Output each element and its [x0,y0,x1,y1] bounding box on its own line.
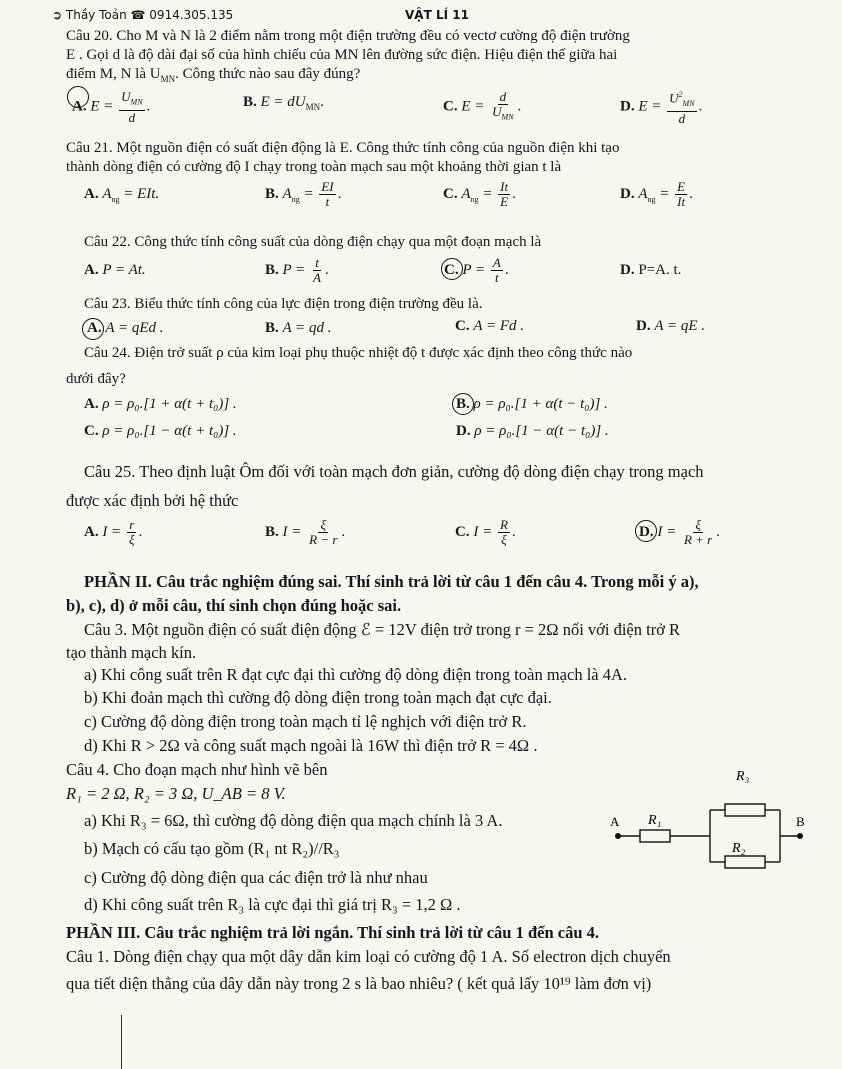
q22-option-a: A. P = At. [84,262,146,278]
q25-option-c: C. I = $\frac{R}{\xi}$ . [455,517,516,547]
q22-line1: Câu 22. Công thức tính công suất của dòng điện chạy qua một đoạn mạch là [84,234,542,250]
part3-q1-line2: qua tiết diện thẳng của dây dẫn này trong 2 s là bao nhiêu? ( kết quả lấy 10¹⁹ làm đơn vị) [66,974,652,993]
q25-line1: Câu 25. Theo định luật Ôm đối với toàn mạch đơn giản, cường độ dòng điện chạy trong mạch [84,462,704,481]
label-r3: R₃ [736,769,750,784]
q22-option-d: D. P=A. t. [620,262,682,278]
q3-line2: tạo thành mạch kín. [66,643,197,662]
resistor-r3 [725,804,765,816]
q23-option-a: A. A = qEd . [87,320,164,336]
resistor-r1 [640,830,670,842]
q3-item-b: b) Khi đoản mạch thì cường độ dòng điện trong toàn mạch đạt cực đại. [84,688,552,707]
q23-option-c: C. A = Fd . [455,318,525,334]
pin-icon: ➲ [52,8,63,22]
q22-option-b: B. P = $\frac{t}{A}$ . [265,255,329,285]
part3-line1: PHẦN III. Câu trắc nghiệm trả lời ngắn. Thí sinh trả lời từ câu 1 đến câu 4. [66,923,599,942]
q20-option-a: A. E = $\frac{U_{MN}}{d}$ . [72,89,151,125]
q24-line2: dưới đây? [66,371,126,387]
q24-option-c: C. ρ = ρ₀.[1 − α(t + t₀)] . [84,423,237,439]
terminal-b [797,833,803,839]
q4-line1: Câu 4. Cho đoạn mạch như hình vẽ bên [66,760,328,779]
q24-option-b: B. ρ = ρ₀.[1 + α(t − t₀)] . [456,396,608,412]
q20-line1: Câu 20. Cho M và N là 2 điểm nằm trong một điện trường đều có vectơ cường độ điện trường [66,28,630,44]
phone-icon: ☎ [130,8,146,22]
q20-line3: điểm M, N là $U_{MN}$. Công thức nào sau đây đúng? [66,66,361,84]
q21-line2: thành dòng điện có cường độ I chạy trong toàn mạch sau một khoảng thời gian t là [66,159,562,175]
q4-item-d: d) Khi công suất trên R₃ là cực đại thì giá trị R₃ = 1,2 Ω . [84,895,461,914]
q25-line2: được xác định bởi hệ thức [66,491,239,510]
q23-option-d: D. A = qE . [636,318,706,334]
header-subject: VẬT LÍ 11 [405,8,469,22]
q24-option-a: A. ρ = ρ₀.[1 + α(t + t₀)] . [84,396,237,412]
q20-option-b: B. $E = dU_{MN}$. [243,94,324,112]
q3-item-c: c) Cường độ dòng điện trong toàn mạch tỉ lệ nghịch với điện trở R. [84,712,527,731]
q25-option-d: D. I = $\frac{\xi}{R + r}$ . [639,517,720,547]
terminal-a [615,833,621,839]
q4-item-b: b) Mạch có cấu tạo gồm (R₁ nt R₂)//R₃ [84,839,340,858]
q21-option-d: D. $A_{ng}$ = $\frac{E}{It}$ . [620,179,693,209]
circuit-diagram [600,760,820,888]
label-b: B [796,814,805,829]
q20-option-d: D. E = $\frac{U^2_{MN}}{d}$ . [620,90,703,126]
q22-option-c: C. P = $\frac{A}{t}$ . [444,255,509,285]
part2-line2: b), c), d) ở mỗi câu, thí sinh chọn đúng hoặc sai. [66,596,402,615]
q21-line1: Câu 21. Một nguồn điện có suất điện động là E. Công thức tính công của nguồn điện khi tạo [66,140,620,156]
q25-option-a: A. I = $\frac{r}{\xi}$ . [84,517,143,547]
q24-line1: Câu 24. Điện trở suất ρ của kim loại phụ thuộc nhiệt độ t được xác định theo công thức nào [84,345,633,361]
q20-line2: E . Gọi d là độ dài đại số của hình chiếu của MN lên đường sức điện. Hiệu điện thế giữa hai [66,47,618,63]
q3-line1: Câu 3. Một nguồn điện có suất điện động ℰ = 12V điện trở trong r = 2Ω nối với điện trở R [84,620,681,639]
q23-option-b: B. A = qd . [265,320,332,336]
label-r1: R₁ [648,813,662,828]
q23-line1: Câu 23. Biểu thức tính công của lực điện trong điện trường đều là. [84,296,483,312]
header-teacher: ➲ Thầy Toản ☎ 0914.305.135 [52,8,234,22]
q3-item-d: d) Khi R > 2Ω và công suất mạch ngoài là 16W thì điện trở R = 4Ω . [84,736,538,755]
q20-option-c: C. E = $\frac{d}{U_{MN}}$ . [443,89,522,122]
q21-option-c: C. $A_{ng}$ = $\frac{It}{E}$ . [443,179,516,209]
q3-item-a: a) Khi công suất trên R đạt cực đại thì cường độ dòng điện trong toàn mạch là 4A. [84,665,628,684]
margin-line [121,1015,122,1069]
q24-option-d: D. ρ = ρ₀.[1 − α(t − t₀)] . [456,423,609,439]
part3-q1-line1: Câu 1. Dòng điện chạy qua một dây dẫn kim loại có cường độ 1 A. Số electron dịch chuyển [66,947,671,966]
label-a: A [610,814,620,829]
q21-option-b: B. $A_{ng}$ = $\frac{EI}{t}$ . [265,179,342,209]
q4-line2: R₁ = 2 Ω, R₂ = 3 Ω, U_AB = 8 V. [66,784,286,803]
part2-line1: PHẦN II. Câu trắc nghiệm đúng sai. Thí sinh trả lời từ câu 1 đến câu 4. Trong mỗi ý a), [84,572,699,591]
q4-item-a: a) Khi R₃ = 6Ω, thì cường độ dòng điện qua mạch chính là 3 A. [84,811,503,830]
q21-option-a: A. $A_{ng}$ = EIt. [84,186,160,204]
resistor-r2 [725,856,765,868]
q25-option-b: B. I = $\frac{\xi}{R - r}$ . [265,517,346,547]
label-r2: R₂ [732,841,746,856]
q4-item-c: c) Cường độ dòng điện qua các điện trở là như nhau [84,868,428,887]
